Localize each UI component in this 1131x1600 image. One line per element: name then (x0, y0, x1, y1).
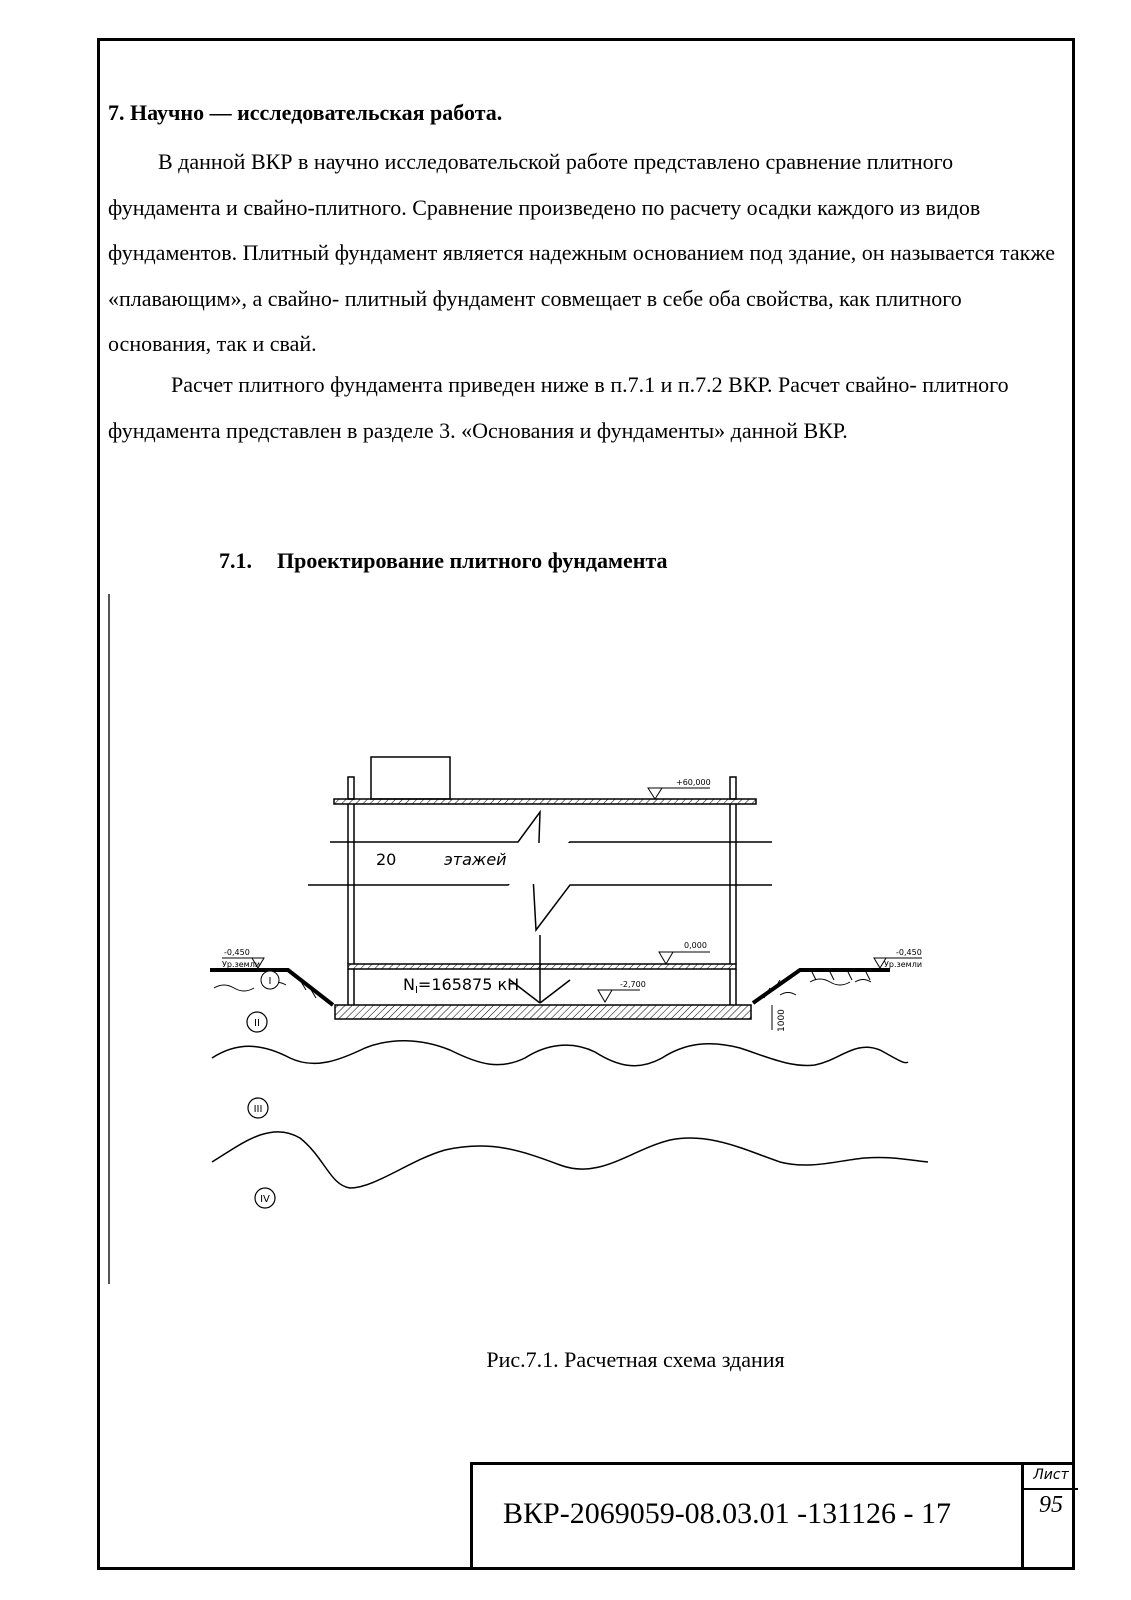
svg-text:IV: IV (260, 1194, 270, 1205)
level-mark-ground-left (222, 948, 264, 969)
margin-line (108, 594, 110, 1284)
svg-text:-0,450: -0,450 (224, 948, 250, 957)
svg-text:II: II (254, 1018, 260, 1029)
soil-layer-marker-3 (248, 1098, 268, 1118)
roof-superstructure (371, 757, 450, 799)
svg-text:-2,700: -2,700 (620, 980, 646, 989)
building-scheme-drawing (200, 740, 940, 1220)
level-mark-foundation (598, 980, 646, 1002)
floor-slab-zero (348, 964, 736, 969)
svg-text:III: III (253, 1104, 263, 1115)
svg-text:1000: 1000 (777, 1009, 787, 1032)
level-mark-ground-right (874, 948, 922, 969)
paragraph-reference: Расчет плитного фундамента приведен ниже в п.7.1 и п.7.2 ВКР. Расчет свайно- плитного фундамента представлен в разделе 3. «Основания и фундаменты» данной ВКР. (108, 372, 1009, 443)
svg-text:-0,450: -0,450 (896, 948, 922, 957)
svg-text:0,000: 0,000 (684, 941, 707, 950)
soil-boundary-2 (212, 1132, 928, 1188)
level-mark-zero (659, 941, 710, 964)
foundation-slab (335, 1005, 751, 1019)
parapet-right (730, 777, 736, 799)
soil-boundary-1 (212, 1041, 908, 1066)
soil-layer-marker-1 (261, 971, 279, 989)
level-mark-top (648, 778, 711, 799)
figure-caption: Рис.7.1. Расчетная схема здания (486, 1347, 785, 1372)
floors-word: этажей (444, 850, 507, 869)
roof-slab (334, 799, 756, 804)
soil-layer-marker-4 (255, 1188, 275, 1208)
slab-thickness-dimension (772, 1005, 787, 1032)
load-label: NI=165875 кН (403, 975, 520, 996)
subsection-number: 7.1. (219, 548, 252, 573)
subsection-title (219, 548, 668, 574)
paragraph-intro: В данной ВКР в научно исследовательской работе представлено сравнение плитного фундамента и свайно-плитного. Сравнение произведено по расчету осадки каждого из видов фундаментов. Плитный фундамент является надежным основанием под здание, он называется также «плавающим», а свайно- плитный фундамент совмещает в себе оба свойства, как плитного основания, так и свай. (108, 149, 1055, 356)
subsection-text: Проектирование плитного фундамента (277, 548, 668, 573)
document-code: ВКР-2069059-08.03.01 -131126 - 17 (503, 1497, 952, 1530)
sheet-label: Лист (1024, 1462, 1078, 1490)
section-title: 7. Научно — исследовательская работа. (108, 100, 503, 125)
svg-text:Ур.земли: Ур.земли (884, 960, 923, 969)
floors-count: 20 (376, 850, 397, 869)
title-block (470, 1462, 1075, 1570)
parapet-left (348, 777, 354, 799)
svg-text:I: I (268, 976, 272, 987)
sheet-box (1021, 1462, 1078, 1570)
soil-layer-marker-2 (247, 1012, 267, 1032)
sheet-number: 95 (1039, 1492, 1063, 1518)
svg-text:+60,000: +60,000 (676, 778, 711, 787)
svg-text:Ур.земли: Ур.земли (222, 960, 261, 969)
ground-surface-right (753, 970, 890, 1003)
